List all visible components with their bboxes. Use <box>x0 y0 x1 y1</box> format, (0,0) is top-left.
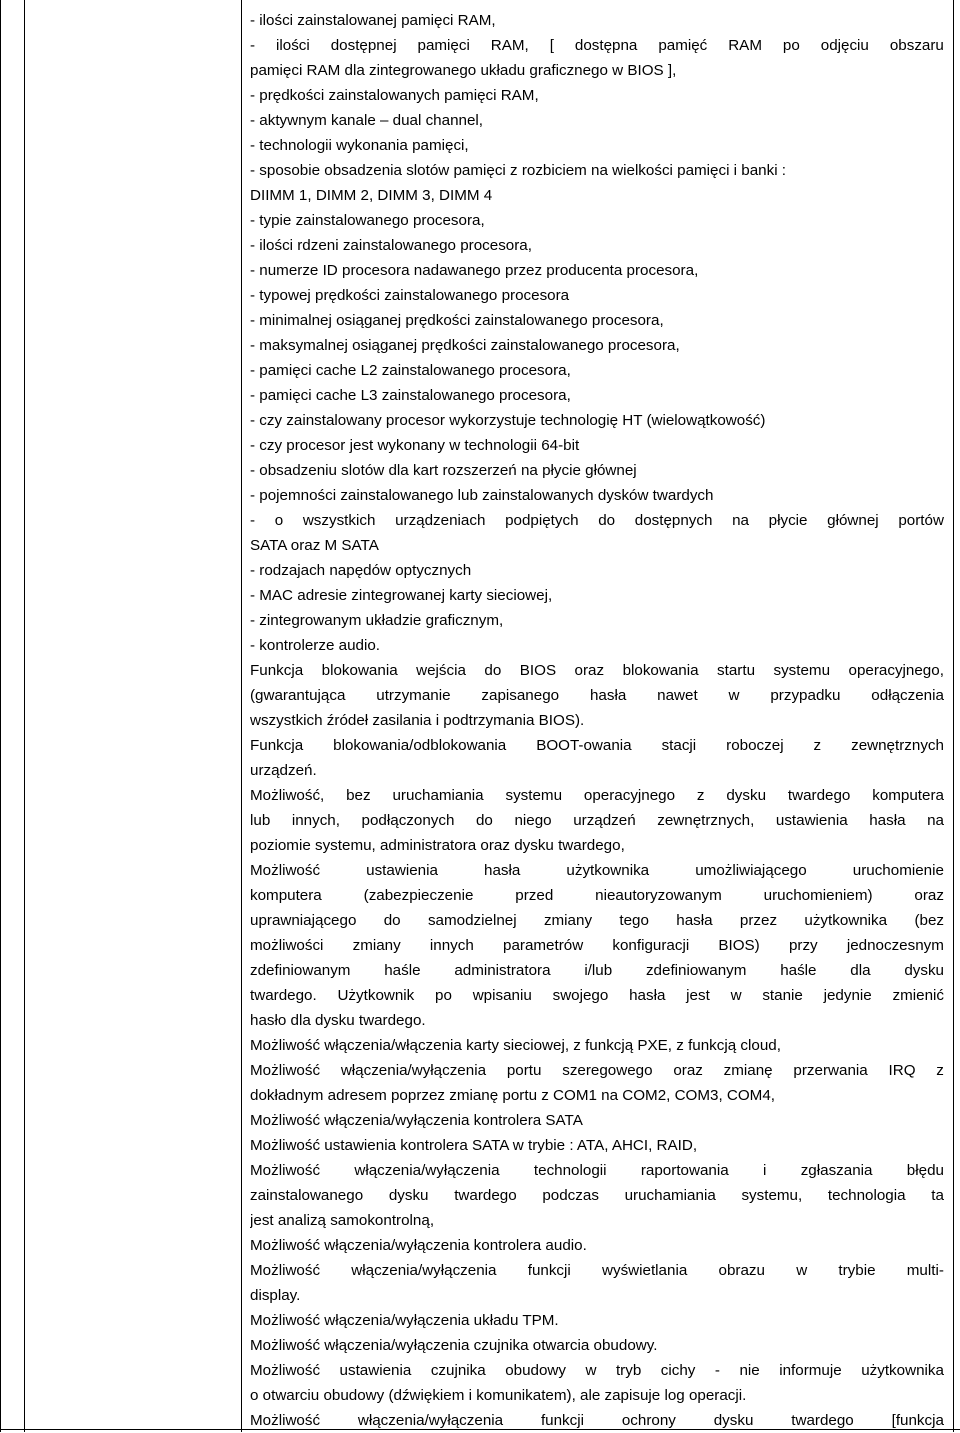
text-line: wszystkich źródeł zasilania i podtrzymania BIOS). <box>250 712 585 729</box>
text-line: - maksymalnej osiąganej prędkości zainstalowanego procesora, <box>250 337 680 354</box>
text-line: Możliwość włączenia/wyłączenia czujnika otwarcia obudowy. <box>250 1337 658 1354</box>
text-line: możliwości zmiany innych parametrów konfiguracji BIOS) przy jednoczesnym <box>250 937 944 954</box>
text-line: urządzeń. <box>250 762 317 779</box>
text-line: o otwarciu obudowy (dźwiękiem i komunikatem), ale zapisuje log operacji. <box>250 1387 747 1404</box>
text-line: - czy procesor jest wykonany w technologii 64-bit <box>250 437 580 454</box>
text-line: - czy zainstalowany procesor wykorzystuje technologię HT (wielowątkowość) <box>250 412 766 429</box>
text-line: - o wszystkich urządzeniach podpiętych do dostępnych na płycie głównej portów <box>250 512 944 529</box>
text-line: Możliwość włączenia/wyłączenia układu TPM. <box>250 1312 559 1329</box>
text-line: - numerze ID procesora nadawanego przez producenta procesora, <box>250 262 699 279</box>
text-line: (gwarantująca utrzymanie zapisanego hasła nawet w przypadku odłączenia <box>250 687 944 704</box>
text-line: Możliwość włączenia/włączenia karty sieciowej, z funkcją PXE, z funkcją cloud, <box>250 1037 781 1054</box>
text-line: - ilości dostępnej pamięci RAM, [ dostępna pamięć RAM po odjęciu obszaru <box>250 37 944 54</box>
text-line: - typowej prędkości zainstalowanego procesora <box>250 287 570 304</box>
text-line: Funkcja blokowania/odblokowania BOOT-owania stacji roboczej z zewnętrznych <box>250 737 944 754</box>
text-line: - kontrolerze audio. <box>250 637 381 654</box>
text-line: Funkcja blokowania wejścia do BIOS oraz blokowania startu systemu operacyjnego, <box>250 662 944 679</box>
text-line: Możliwość ustawienia kontrolera SATA w trybie : ATA, AHCI, RAID, <box>250 1137 698 1154</box>
text-line: jest analizą samokontrolną, <box>250 1212 435 1229</box>
text-line: Możliwość włączenia/wyłączenia kontrolera SATA <box>250 1112 583 1129</box>
text-line: Możliwość włączenia/wyłączenia portu szeregowego oraz zmianę przerwania IRQ z <box>250 1062 944 1079</box>
text-line: Możliwość włączenia/wyłączenia funkcji ochrony dysku twardego [funkcja <box>250 1412 944 1429</box>
text-line: - ilości rdzeni zainstalowanego procesora, <box>250 237 532 254</box>
text-line: Możliwość włączenia/wyłączenia technologii raportowania i zgłaszania błędu <box>250 1162 944 1179</box>
text-line: Możliwość włączenia/wyłączenia funkcji wyświetlania obrazu w trybie multi- <box>250 1262 944 1279</box>
text-line: - technologii wykonania pamięci, <box>250 137 469 154</box>
text-line: dokładnym adresem poprzez zmianę portu z COM1 na COM2, COM3, COM4, <box>250 1087 775 1104</box>
text-line: Możliwość ustawienia czujnika obudowy w tryb cichy - nie informuje użytkownika <box>250 1362 944 1379</box>
text-line: - sposobie obsadzenia slotów pamięci z rozbiciem na wielkości pamięci i banki : <box>250 162 787 179</box>
text-line: zainstalowanego dysku twardego podczas uruchamiania systemu, technologia ta <box>250 1187 944 1204</box>
text-line: - rodzajach napędów optycznych <box>250 562 472 579</box>
text-line: komputera (zabezpieczenie przed nieautoryzowanym uruchomieniem) oraz <box>250 887 944 904</box>
text-line: - minimalnej osiąganej prędkości zainstalowanego procesora, <box>250 312 664 329</box>
text-line: uprawniającego do samodzielnej zmiany tego hasła przez użytkownika (bez <box>250 912 944 929</box>
text-line: display. <box>250 1287 301 1304</box>
text-line: - aktywnym kanale – dual channel, <box>250 112 484 129</box>
text-line: - zintegrowanym układzie graficznym, <box>250 612 504 629</box>
text-line: - pamięci cache L2 zainstalowanego procesora, <box>250 362 571 379</box>
table-divider-2 <box>241 0 242 1432</box>
text-line: pamięci RAM dla zintegrowanego układu graficznego w BIOS ], <box>250 62 677 79</box>
text-line: - pamięci cache L3 zainstalowanego procesora, <box>250 387 571 404</box>
text-line: - prędkości zainstalowanych pamięci RAM, <box>250 87 539 104</box>
text-line: Możliwość ustawienia hasła użytkownika umożliwiającego uruchomienie <box>250 862 944 879</box>
table-border-left <box>0 0 1 1432</box>
text-line: DIIMM 1, DIMM 2, DIMM 3, DIMM 4 <box>250 187 493 204</box>
table-border-right <box>953 0 954 1432</box>
text-line: - pojemności zainstalowanego lub zainstalowanych dysków twardych <box>250 487 714 504</box>
text-line: Możliwość, bez uruchamiania systemu operacyjnego z dysku twardego komputera <box>250 787 944 804</box>
table-divider-1 <box>24 0 25 1432</box>
text-line: Możliwość włączenia/wyłączenia kontrolera audio. <box>250 1237 587 1254</box>
text-line: poziomie systemu, administratora oraz dysku twardego, <box>250 837 625 854</box>
text-line: SATA oraz M SATA <box>250 537 379 554</box>
text-line: - ilości zainstalowanej pamięci RAM, <box>250 12 496 29</box>
text-line: zdefiniowanym haśle administratora i/lub zdefiniowanym haśle dla dysku <box>250 962 944 979</box>
text-line: lub innych, podłączonych do niego urządzeń zewnętrznych, ustawienia hasła na <box>250 812 944 829</box>
text-line: - typie zainstalowanego procesora, <box>250 212 485 229</box>
text-line: - obsadzeniu slotów dla kart rozszerzeń na płycie głównej <box>250 462 637 479</box>
specification-text <box>250 8 944 1433</box>
text-line: hasło dla dysku twardego. <box>250 1012 426 1029</box>
text-line: twardego. Użytkownik po wpisaniu swojego hasła jest w stanie jedynie zmienić <box>250 987 944 1004</box>
text-line: - MAC adresie zintegrowanej karty sieciowej, <box>250 587 553 604</box>
